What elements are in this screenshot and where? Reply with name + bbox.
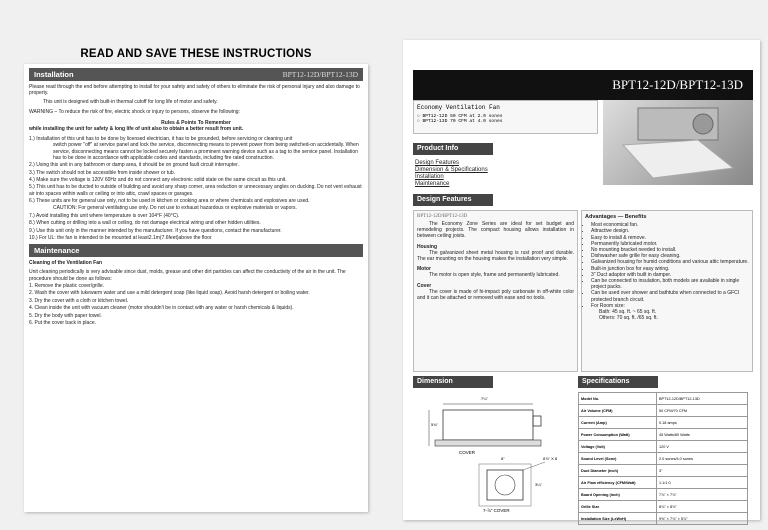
dim-side-label: 5¾": [431, 422, 438, 427]
rule-1-detail: switch power "off" at service panel and lock the service, disconnecting means to prevent power from being switched-on accidentally. When service, disconnecting means cannot be locked securely fasten a prominent warning device such as a tag to the service panel. Installation has to be done in accordance with applicable codes and standards, including fire rated construction.: [53, 142, 359, 161]
maint-step-1: 1. Remove the plastic cover/grille.: [29, 282, 105, 289]
caution: CAUTION: For general ventilating use only. Do not use to exhaust hazardous or explosive materials or vapors.: [53, 205, 297, 212]
product-info-header: Product Info: [413, 143, 493, 155]
cover-text: The cover is made of hi-impact poly carbonate in off-white color and it can be attached or removed with ease and no tools.: [417, 288, 574, 302]
installation-header: [29, 68, 363, 81]
adv-item: • No mounting bracket needed to install.: [591, 247, 749, 253]
advantages-title: Advantages — Benefits: [585, 214, 647, 220]
specifications-table: [578, 392, 748, 525]
maintenance-header: [29, 244, 363, 257]
installation-body: [29, 84, 363, 241]
table-row: Board Opening (inch) 7⅞" × 7⅞": [579, 489, 748, 501]
product-box: [413, 100, 598, 134]
adv-item: • Easy to install & remove.: [591, 235, 749, 241]
product-line-2: ○ BPT12-13D 70 CFM at 4.0 sones: [417, 119, 503, 124]
product-box-title: Economy Ventilation Fan: [417, 104, 500, 111]
motor-title: Motor: [417, 266, 431, 273]
table-row: Duct Diameter (inch) 3": [579, 465, 748, 477]
link-design-features[interactable]: Design Features: [415, 160, 460, 166]
link-dimension-specs[interactable]: Dimension & Specifications: [415, 167, 488, 173]
maint-step-6: 6. Put the cover back in place.: [29, 319, 96, 326]
rule-9: 9.) Use this unit only in the manner intended by the manufacturer. If you have questions, contact the manufacturer.: [29, 227, 282, 234]
motor-text: The motor is open style, frame and permanently lubricated.: [429, 272, 560, 279]
room-bath: Bath: 45 sq. ft. ~ 65 sq. ft.: [599, 309, 657, 316]
advantages-list: [585, 222, 749, 309]
adv-item: • 3" Duct adaptor with built in damper.: [591, 272, 749, 278]
install-thermal: This unit is designed with built-in thermal cutoff for long life of motor and safety.: [43, 99, 218, 106]
dim-diag-label: 8⅞" X 8: [543, 456, 558, 461]
product-photo: [603, 100, 753, 185]
room-others: Others: 70 sq. ft. /65 sq. ft.: [599, 315, 658, 322]
maint-step-4: 4. Clean inside the unit with vacuum cleaner (motor shouldn't be in contact with any water or harsh chemicals & liquids).: [29, 305, 294, 312]
rule-10: 10.) For UL: the fan is intended to be mounted at least2.1m(7.6feet)above the floor: [29, 234, 212, 241]
design-features-box: [413, 210, 578, 372]
dim-top-label: 7¼": [481, 396, 488, 401]
adv-item: • Permanently lubricated motor.: [591, 241, 749, 247]
fan-image: [603, 100, 753, 185]
adv-item: • For Room size:: [591, 303, 749, 309]
table-row: Voltage (Volt) 120 V: [579, 441, 748, 453]
advantages-box: [581, 210, 753, 372]
maintenance-title: Maintenance: [34, 246, 80, 256]
table-row: Sound Level (Sone) 2.0 sones/4.0 sones: [579, 453, 748, 465]
installation-title: Installation: [34, 70, 74, 79]
installation-model: BPT12-12D/BPT12-13D: [282, 70, 358, 79]
dim-34-label: 3¼": [535, 482, 542, 487]
right-header: BPT12-12D/BPT12-13D: [413, 70, 753, 100]
housing-text: The galvanized sheet metal housing is rust proof and durable. The ear mounting on the housing makes the installation very simple.: [417, 249, 574, 263]
cover-title: Cover: [417, 282, 432, 289]
table-row: Model No. BPT12-12D/BPT12-13D: [579, 393, 748, 405]
rules-title: Rules & Points To Remember: [161, 119, 231, 126]
maint-step-3: 3. Dry the cover with a cloth or kitchen towel.: [29, 297, 129, 304]
table-row: Grille Size 8⅞" × 8⅞": [579, 501, 748, 513]
design-features-header: Design Features: [413, 194, 493, 206]
rule-2: 2.) Using this unit in any bathroom or damp area, it should be on ground fault circuit interrupter.: [29, 162, 239, 169]
rule-3: 3.) The switch should not be accessible from inside shower or tub.: [29, 169, 176, 176]
install-warning: WARNING – To reduce the risk of fire, electric shock or injury to persons, observe the following:: [29, 108, 240, 115]
dim-cover-label-2: 7-⅞" COVER: [483, 508, 510, 513]
product-info-links: [415, 160, 488, 188]
main-title: READ AND SAVE THESE INSTRUCTIONS: [80, 48, 312, 60]
maint-step-2: 2. Wash the cover with lukewarm water and use a mild detergent soap (like liquid soap). Avoid harsh detergent or boiling water.: [29, 290, 310, 297]
adv-item: • Galvanized housing for humid conditions and various attic temperature.: [591, 259, 749, 265]
rule-8: 8.) When cutting or drilling into a wall or ceiling, do not damage electrical wiring and other hidden utilities.: [29, 220, 261, 227]
maintenance-intro: Unit cleaning periodically is very advisable since dust, molds, grease and other dirt particles can affect the conductivity of the air in the unit. The procedure should be done as follows:: [29, 269, 346, 282]
adv-item: • Can be connected to insulation, both models are available in single project packs.: [591, 278, 749, 290]
rules-sub: while installing the unit for safety & long life of unit also to obtain a better result from unit.: [29, 126, 244, 133]
right-page: [403, 40, 760, 520]
dimension-diagram: [415, 392, 575, 517]
link-installation[interactable]: Installation: [415, 174, 444, 180]
table-row: Current (Amp) 0.18 amps: [579, 417, 748, 429]
maint-step-5: 5. Dry the body with paper towel.: [29, 312, 102, 319]
dim-cover-label: COVER: [459, 450, 476, 455]
maintenance-body: [29, 260, 363, 326]
install-intro: Please read through the end before attempting to install for your safety and safety of others to eliminate the risk of personal injury and also damage to property.: [29, 84, 360, 97]
product-line-1: ○ BPT12-12D 50 CFM at 2.0 sones: [417, 114, 503, 119]
rule-5: 5.) This unit has to be ducted to outside of building and avoid any sharp corner, area reduction or unnecessary angles on ducking. Do not vent exhaust air into spaces within walls or ceiling or into attic, crawl spaces or garages.: [29, 184, 362, 197]
design-model: BPT12-12D/BPT12-13D: [417, 214, 468, 219]
rule-7: 7.) Avoid installing this unit where temperature is over 104°F (40°C).: [29, 212, 180, 219]
left-page: [24, 64, 368, 512]
link-maintenance[interactable]: Maintenance: [415, 181, 450, 187]
table-row: Air Volume (CFM) 50 CFM/70 CFM: [579, 405, 748, 417]
adv-item: • Dishwasher safe grille for easy cleaning.: [591, 253, 749, 259]
table-row: Air Flow efficiency (CFM/Watt) 1.1/1.0: [579, 477, 748, 489]
maintenance-subtitle: Cleaning of the Ventilation Fan: [29, 260, 103, 267]
dimension-header: Dimension: [413, 376, 493, 388]
adv-item: • Built-in junction box for easy wiring.: [591, 266, 749, 272]
housing-title: Housing: [417, 243, 437, 250]
specifications-header: Specifications: [578, 376, 658, 388]
table-row: Power Consumption (Watt) 45 Watts/80 Watts: [579, 429, 748, 441]
adv-item: • Most economical fan.: [591, 222, 749, 228]
rule-6: 6.) These units are for general use only, not to be used in kitchen or cooking area or where chemicals and explosives are used.: [29, 197, 310, 204]
rule-1: 1.) Installation of this unit has to be done by licensed electrician, it has to be grounded, before servicing or cleaning unit: [29, 136, 293, 143]
dimension-drawing: [415, 392, 575, 517]
table-row: Installation Size (LxWxH) 9⅝" × 7⅞" × 5⅞": [579, 513, 748, 525]
adv-item: • Attractive design.: [591, 228, 749, 234]
rule-4: 4.) Make sure the voltage is 120V 60Hz and do not connect any electronic solid state on the same circuit as this unit.: [29, 177, 287, 183]
dim-8-label: 8": [501, 456, 505, 461]
adv-item: • Can be used over shower and bathtubs when connected to a GFCI protected branch circuit.: [591, 290, 749, 302]
design-intro: The Economy Zone Series are ideal for set budget and remodeling projects. The compact housing allows installation in between ceiling joists.: [417, 221, 574, 240]
